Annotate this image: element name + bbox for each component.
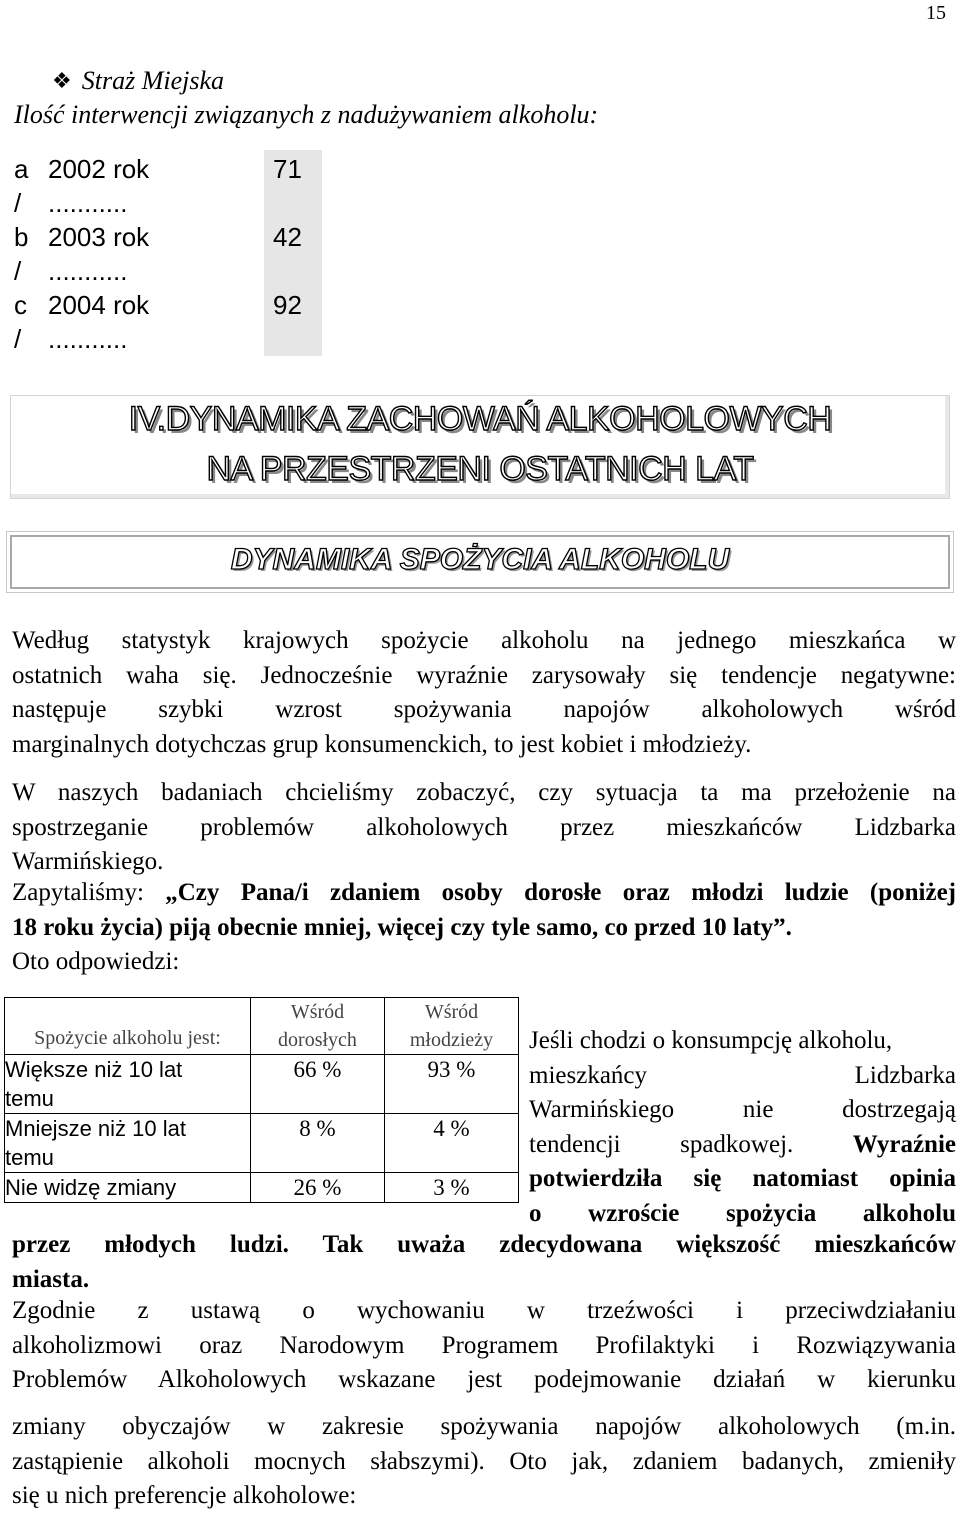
paragraph-2 — [12, 776, 956, 880]
paragraph-3 — [12, 1294, 956, 1398]
conclusion-line — [12, 1228, 956, 1263]
text-line: się u nich preferencje alkoholowe: — [12, 1482, 357, 1509]
consumption-table — [4, 997, 519, 1203]
side-line: Jeśli chodzi o konsumpcję alkoholu, — [529, 1027, 893, 1054]
youth-value: 4 % — [385, 1114, 519, 1173]
chapter-title-banner — [10, 395, 950, 499]
side-line — [529, 1162, 956, 1197]
youth-value: 93 % — [385, 1055, 519, 1114]
question-bold-2: 18 roku życia) piją obecnie mniej, więcej czy tyle samo, co przed 10 laty”. — [12, 913, 792, 941]
adults-value: 26 % — [251, 1173, 385, 1203]
text-line: następuje szybki wzrost spożywania napojów alkoholowych wśród — [12, 696, 956, 723]
row-label — [5, 1114, 251, 1173]
section-title: DYNAMIKA SPOŻYCIA ALKOHOLU — [230, 543, 730, 576]
marker: a — [14, 154, 29, 184]
question-line — [12, 876, 956, 911]
dots: ........... — [48, 256, 128, 286]
header-youth-line1: Wśród — [424, 1001, 479, 1023]
chapter-title-line2: NA PRZESTRZENI OSTATNICH LAT — [206, 450, 754, 488]
marker: / — [14, 188, 22, 218]
question-intro: Zapytaliśmy: — [12, 879, 166, 906]
text-line: zastąpienie alkoholi mocnych słabszymi). Oto jak, zdaniem badanych, zmieniły — [12, 1447, 956, 1475]
header-youth — [385, 998, 519, 1055]
side-line — [529, 1128, 956, 1163]
header-adults-line1: Wśród — [290, 1001, 345, 1023]
text-line: W naszych badaniach chcieliśmy zobaczyć, czy sytuacja ta ma przełożenie na — [12, 779, 956, 806]
adults-value: 8 % — [251, 1114, 385, 1173]
row-label — [5, 1055, 251, 1114]
interventions-list — [8, 150, 314, 356]
section-heading-text: Straż Miejska — [81, 66, 224, 95]
section-heading — [52, 66, 224, 96]
conclusion-line — [12, 1263, 956, 1298]
youth-value: 3 % — [385, 1173, 519, 1203]
marker: b — [14, 222, 29, 252]
year-label: 2003 rok — [48, 222, 150, 252]
row-label — [5, 1173, 251, 1203]
header-adults-line2: dorosłych — [278, 1029, 357, 1051]
side-normal: tendencji spadkowej. — [529, 1130, 794, 1158]
survey-question — [12, 876, 956, 980]
dots: ........... — [48, 188, 128, 218]
paragraph-4 — [12, 1410, 956, 1514]
table-row — [5, 1055, 519, 1114]
table-row — [5, 1114, 519, 1173]
text-line: alkoholizmowi oraz Narodowym Programem Profilaktyki i Rozwiązywania — [12, 1331, 956, 1359]
header-adults — [251, 998, 385, 1055]
diamond-bullet-icon: ❖ — [52, 68, 72, 93]
adults-value: 66 % — [251, 1055, 385, 1114]
side-bold: o wzroście spożycia alkoholu — [529, 1199, 956, 1227]
row-label-a: Większe niż 10 lat — [5, 1057, 183, 1082]
chapter-title-line1: IV.DYNAMIKA ZACHOWAŃ ALKOHOLOWYCH — [128, 400, 832, 438]
row-label-b: temu — [5, 1086, 54, 1111]
question-outro: Oto odpowiedzi: — [12, 948, 180, 975]
row-label-b: temu — [5, 1145, 54, 1170]
question-bold-1: „Czy Pana/i zdaniem osoby dorosłe oraz młodzi ludzie (poniżej — [165, 879, 957, 906]
row-label-a: Nie widzę zmiany — [5, 1175, 177, 1200]
text-line: marginalnych dotychczas grup konsumenckich, to jest kobiet i młodzieży. — [12, 730, 752, 758]
year-label: 2002 rok — [48, 154, 150, 184]
side-bold: potwierdziła się natomiast opinia — [529, 1165, 956, 1192]
table-row — [5, 1173, 519, 1203]
marker: / — [14, 324, 22, 354]
side-line — [529, 1197, 956, 1232]
text-line: Według statystyk krajowych spożycie alkoholu na jednego mieszkańca w — [12, 627, 956, 654]
page-number: 15 — [926, 2, 946, 24]
question-line — [12, 911, 956, 946]
conclusion-bold-1: przez młodych ludzi. Tak uważa zdecydowana większość mieszkańców — [12, 1231, 956, 1258]
text-line: Zgodnie z ustawą o wychowaniu w trzeźwości i przeciwdziałaniu — [12, 1297, 956, 1324]
marker: / — [14, 256, 22, 286]
side-text — [529, 1024, 956, 1231]
side-line: Warmińskiego nie dostrzegają — [529, 1096, 956, 1123]
conclusion — [12, 1228, 956, 1297]
text-line: Problemów Alkoholowych wskazane jest podejmowanie działań w kierunku — [12, 1366, 956, 1393]
text-line: spostrzeganie problemów alkoholowych przez mieszkańców Lidzbarka — [12, 813, 956, 841]
count-value: 92 — [273, 290, 302, 320]
text-line: Warmińskiego. — [12, 848, 164, 875]
side-bold: Wyraźnie — [852, 1130, 956, 1158]
year-label: 2004 rok — [48, 290, 150, 320]
conclusion-bold-2: miasta. — [12, 1265, 90, 1293]
side-line: mieszkańcy Lidzbarka — [529, 1061, 956, 1089]
row-label-a: Mniejsze niż 10 lat — [5, 1116, 186, 1141]
text-line: ostatnich waha się. Jednocześnie wyraźnie zarysowały się tendencje negatywne: — [12, 661, 956, 689]
header-label: Spożycie alkoholu jest: — [5, 998, 251, 1055]
marker: c — [14, 290, 27, 320]
text-line: zmiany obyczajów w zakresie spożywania napojów alkoholowych (m.in. — [12, 1413, 956, 1440]
count-value: 71 — [273, 154, 302, 184]
table-header-row — [5, 998, 519, 1055]
subheading: Ilość interwencji związanych z nadużywaniem alkoholu: — [14, 100, 599, 129]
paragraph-1 — [12, 624, 956, 762]
count-value: 42 — [273, 222, 302, 252]
section-title-box — [10, 535, 950, 589]
header-youth-line2: młodzieży — [409, 1029, 494, 1051]
dots: ........... — [48, 324, 128, 354]
